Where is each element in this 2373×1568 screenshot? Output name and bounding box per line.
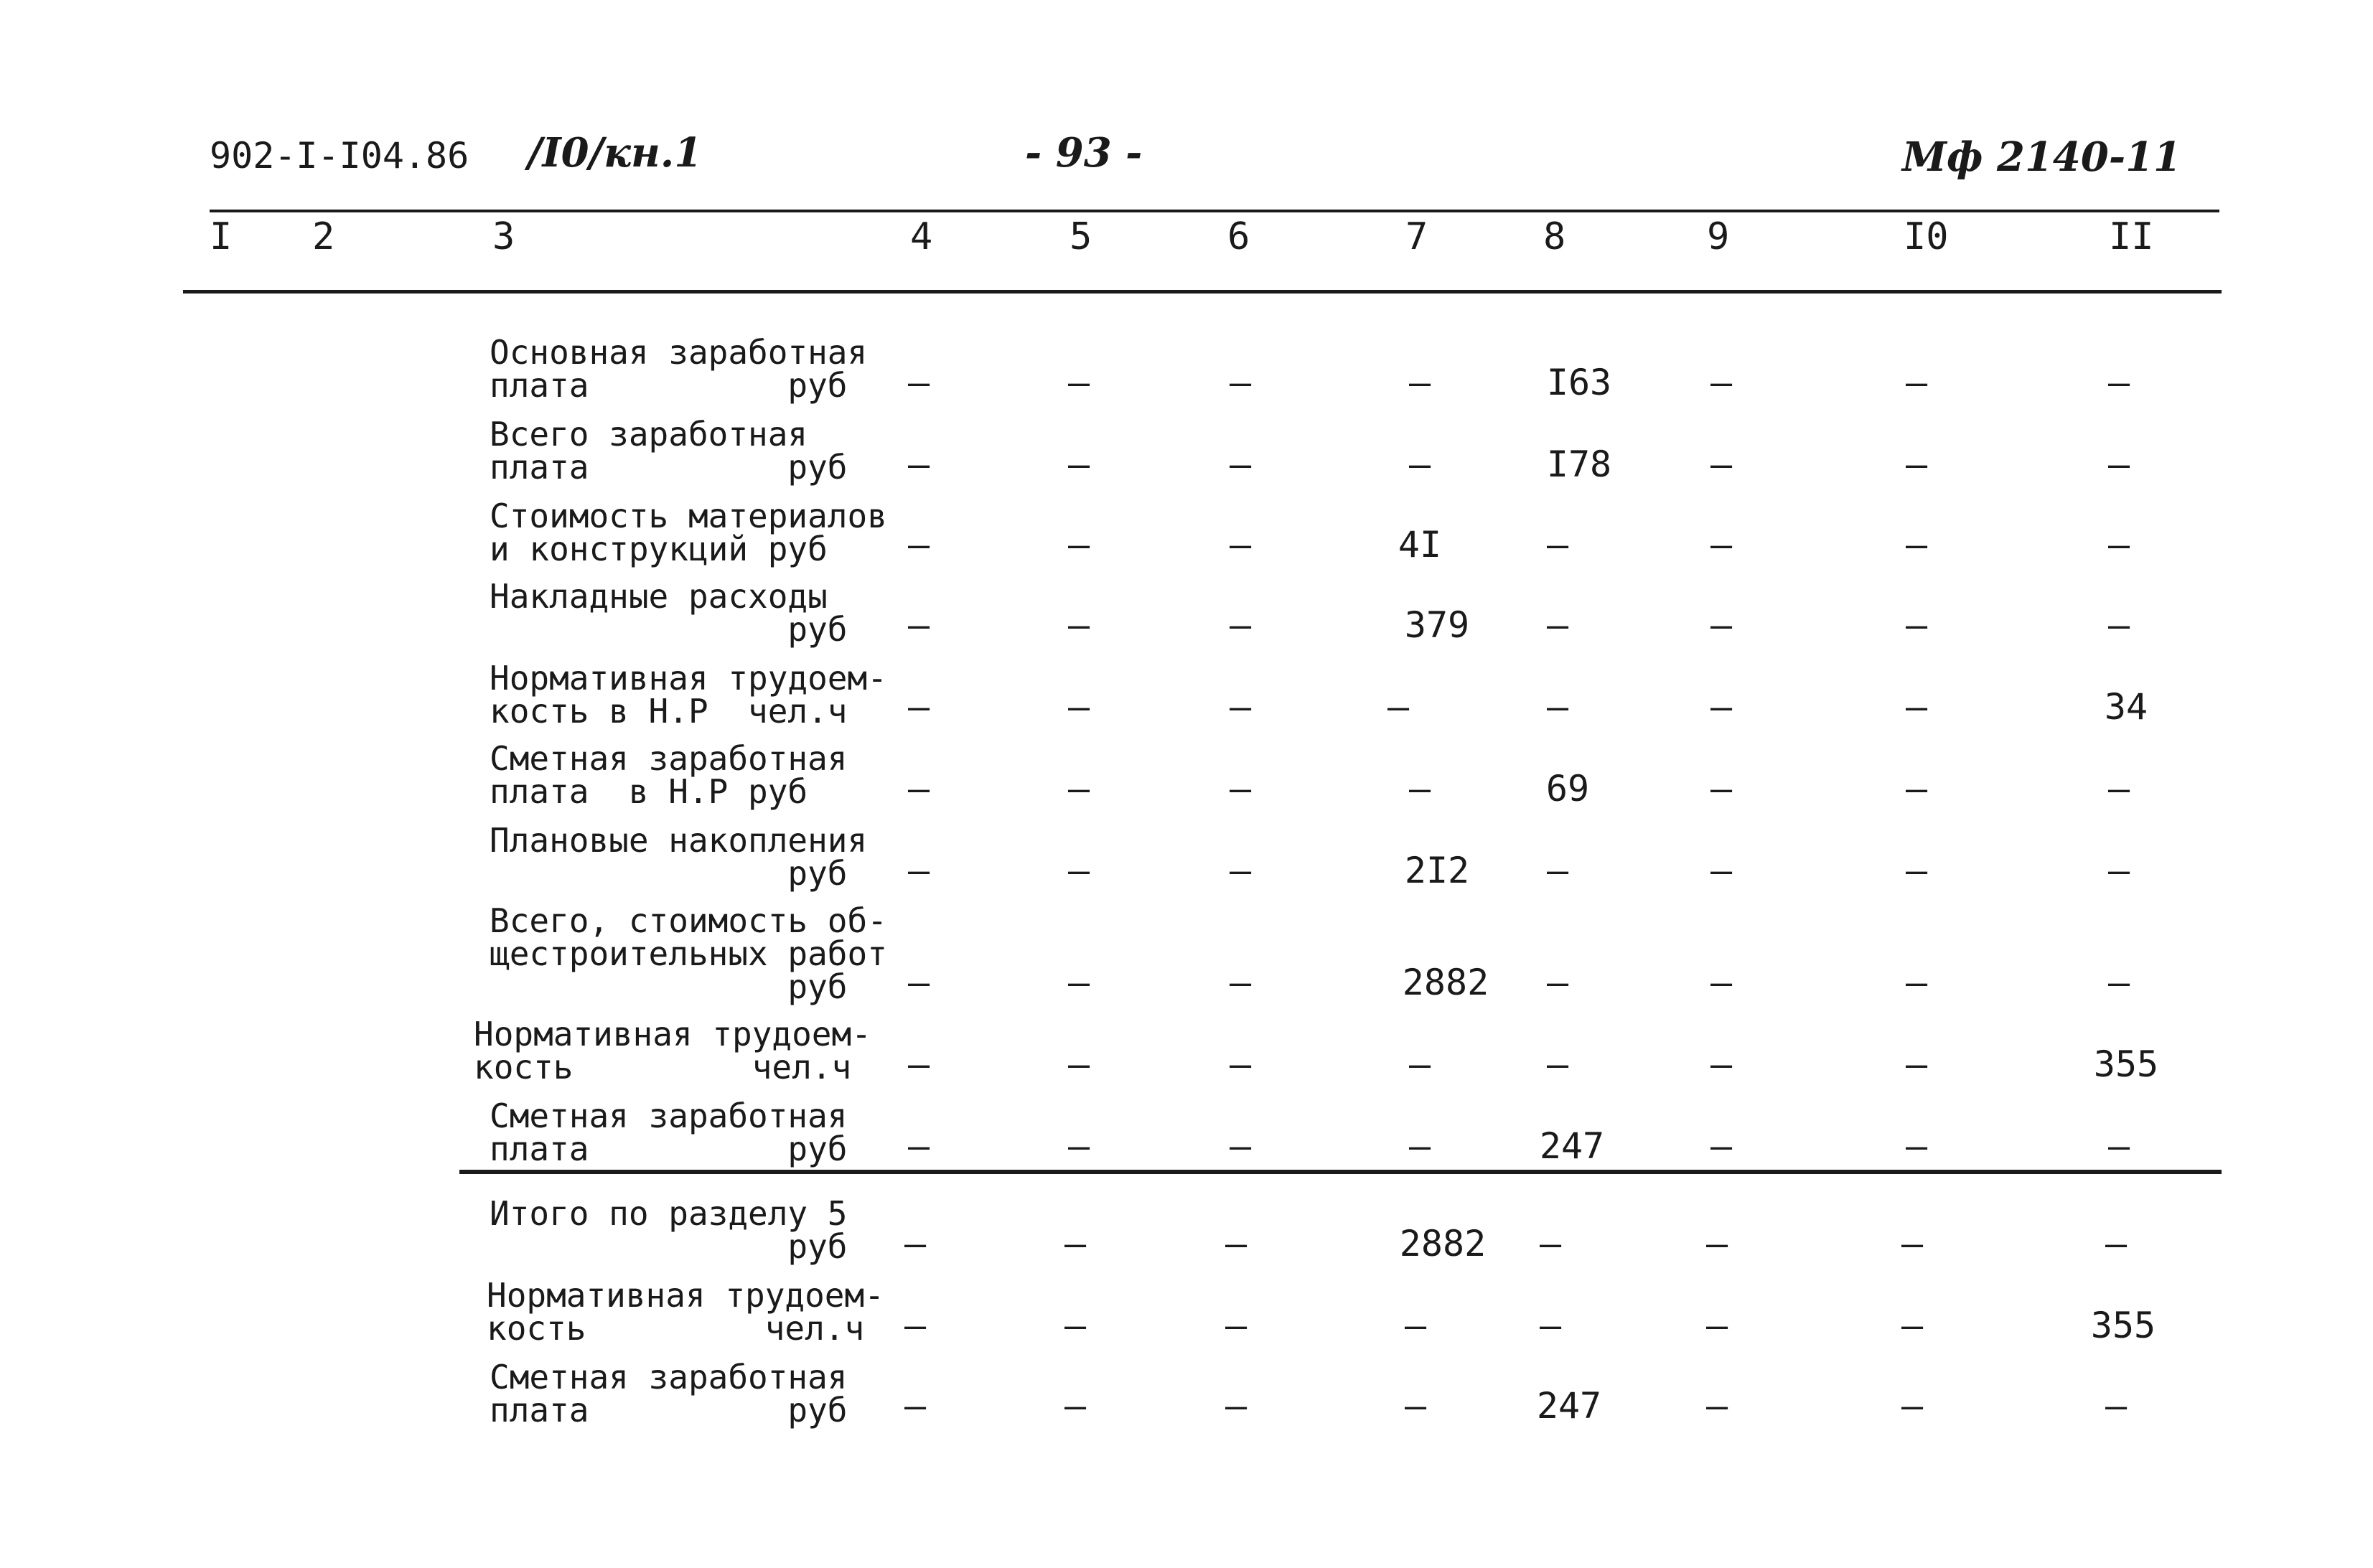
table-cell-col8: I63 [1546, 362, 1612, 403]
table-cell-col8: – [1546, 686, 1569, 728]
table-cell-col4: – [904, 1223, 927, 1264]
table-cell-col11: – [2105, 1223, 2128, 1264]
table-cell-col7: – [1404, 1305, 1427, 1346]
table-cell-col9: – [1705, 1305, 1728, 1346]
table-cell-col7: 2882 [1402, 962, 1489, 1003]
table-cell-col6: – [1225, 1223, 1248, 1264]
table-cell-col10: – [1905, 1043, 1928, 1085]
table-cell-col4: – [907, 768, 930, 809]
table-cell-col7: – [1408, 443, 1431, 485]
table-cell-col5: – [1067, 1125, 1090, 1167]
table-top-rule [210, 210, 2219, 212]
column-header-2: 2 [312, 215, 335, 258]
table-cell-col5: – [1064, 1385, 1087, 1427]
table-cell-col5: – [1067, 768, 1090, 809]
row-description: Плановые накопления руб [490, 821, 868, 893]
table-cell-col6: – [1225, 1385, 1248, 1427]
table-cell-col5: – [1064, 1305, 1087, 1346]
table-cell-col5: – [1064, 1223, 1087, 1264]
row-description: Основная заработная плата руб [490, 333, 868, 405]
table-cell-col9: – [1705, 1223, 1728, 1264]
table-cell-col9: – [1705, 1385, 1728, 1427]
table-cell-col11: 355 [2093, 1043, 2159, 1085]
table-cell-col10: – [1905, 686, 1928, 728]
section-total-rule [459, 1170, 2222, 1174]
table-cell-col5: – [1067, 1043, 1090, 1085]
table-cell-col11: 355 [2090, 1305, 2156, 1346]
column-header-9: 9 [1707, 215, 1730, 258]
table-cell-col8: – [1546, 524, 1569, 565]
table-cell-col5: – [1067, 604, 1090, 646]
table-cell-col11: 34 [2104, 686, 2148, 728]
table-cell-col8: 247 [1536, 1385, 1602, 1427]
row-description: Накладные расходы руб [490, 577, 848, 649]
table-cell-col7: – [1404, 1385, 1427, 1427]
table-cell-col6: – [1229, 686, 1252, 728]
table-cell-col5: – [1067, 686, 1090, 728]
table-cell-col9: – [1710, 1043, 1733, 1085]
document-code: 902-I-I04.86 [210, 135, 469, 177]
table-cell-col8: 69 [1545, 768, 1590, 809]
table-cell-col9: – [1710, 1125, 1733, 1167]
row-description: Всего, стоимость об- щестроительных работ руб [490, 901, 887, 1006]
table-cell-col8: – [1539, 1305, 1562, 1346]
table-cell-col8: – [1546, 604, 1569, 646]
table-cell-col4: – [907, 524, 930, 565]
table-cell-col6: – [1229, 524, 1252, 565]
table-cell-col4: – [907, 686, 930, 728]
table-cell-col5: – [1067, 443, 1090, 485]
column-header-5: 5 [1070, 215, 1092, 258]
table-cell-col4: – [907, 962, 930, 1003]
table-cell-col11: – [2107, 1125, 2130, 1167]
row-description: Нормативная трудоем- кость чел.ч [487, 1276, 884, 1348]
table-cell-col6: – [1229, 604, 1252, 646]
table-cell-col7: – [1408, 768, 1431, 809]
table-cell-col4: – [907, 1043, 930, 1085]
table-cell-col5: – [1067, 524, 1090, 565]
table-cell-col9: – [1710, 524, 1733, 565]
table-cell-col5: – [1067, 850, 1090, 891]
table-cell-col11: – [2107, 768, 2130, 809]
table-cell-col9: – [1710, 850, 1733, 891]
row-description: Нормативная трудоем- кость в Н.Р чел.ч [490, 659, 887, 731]
table-cell-col7: 379 [1404, 604, 1470, 646]
table-cell-col11: – [2107, 962, 2130, 1003]
table-cell-col6: – [1229, 1043, 1252, 1085]
row-description: Сметная заработная плата руб [490, 1358, 848, 1429]
document-mark: Мф 2140-11 [1902, 133, 2182, 181]
table-cell-col9: – [1710, 768, 1733, 809]
table-cell-col10: – [1905, 604, 1928, 646]
table-cell-col10: – [1901, 1385, 1924, 1427]
table-cell-col9: – [1710, 362, 1733, 403]
row-description: Итого по разделу 5 руб [490, 1194, 848, 1266]
table-cell-col6: – [1229, 850, 1252, 891]
table-cell-col10: – [1905, 362, 1928, 403]
table-cell-col10: – [1905, 768, 1928, 809]
column-header-8: 8 [1543, 215, 1566, 258]
table-cell-col4: – [904, 1385, 927, 1427]
table-cell-col7: – [1387, 686, 1410, 728]
table-cell-col6: – [1229, 962, 1252, 1003]
table-cell-col10: – [1905, 524, 1928, 565]
table-cell-col11: – [2107, 604, 2130, 646]
table-cell-col6: – [1229, 1125, 1252, 1167]
table-cell-col7: – [1408, 362, 1431, 403]
table-cell-col7: 4I [1398, 524, 1442, 565]
column-header-11: II [2109, 215, 2154, 258]
table-cell-col8: I78 [1546, 443, 1612, 485]
column-header-6: 6 [1227, 215, 1250, 258]
table-cell-col6: – [1229, 443, 1252, 485]
column-header-3: 3 [492, 215, 515, 258]
table-cell-col5: – [1067, 962, 1090, 1003]
table-cell-col10: – [1905, 850, 1928, 891]
table-cell-col6: – [1229, 362, 1252, 403]
table-cell-col5: – [1067, 362, 1090, 403]
table-cell-col4: – [907, 1125, 930, 1167]
table-cell-col4: – [907, 604, 930, 646]
table-cell-col10: – [1905, 962, 1928, 1003]
row-description: Нормативная трудоем- кость чел.ч [474, 1015, 871, 1086]
table-cell-col10: – [1901, 1223, 1924, 1264]
table-cell-col8: – [1546, 1043, 1569, 1085]
table-cell-col11: – [2107, 850, 2130, 891]
row-description: Сметная заработная плата руб [490, 1097, 848, 1168]
column-header-10: I0 [1904, 215, 1949, 258]
table-cell-col4: – [907, 850, 930, 891]
row-description: Сметная заработная плата в Н.Р руб [490, 739, 848, 811]
table-cell-col11: – [2107, 524, 2130, 565]
column-header-4: 4 [910, 215, 933, 258]
row-description: Стоимость материалов и конструкций руб [490, 497, 887, 568]
table-cell-col8: – [1546, 850, 1569, 891]
table-cell-col6: – [1225, 1305, 1248, 1346]
table-cell-col11: – [2107, 443, 2130, 485]
table-cell-col10: – [1905, 1125, 1928, 1167]
table-cell-col9: – [1710, 443, 1733, 485]
table-cell-col9: – [1710, 604, 1733, 646]
table-cell-col8: 247 [1539, 1125, 1605, 1167]
column-header-bottom-rule [183, 290, 2222, 294]
table-cell-col7: – [1408, 1043, 1431, 1085]
table-cell-col10: – [1901, 1305, 1924, 1346]
volume-part: /I0/кн.1 [528, 129, 703, 177]
column-header-1: I [210, 215, 233, 258]
table-cell-col9: – [1710, 962, 1733, 1003]
table-cell-col10: – [1905, 443, 1928, 485]
page-number: - 93 - [1025, 129, 1143, 177]
table-cell-col4: – [907, 443, 930, 485]
table-cell-col7: 2882 [1399, 1223, 1487, 1264]
table-cell-col4: – [907, 362, 930, 403]
table-cell-col11: – [2107, 362, 2130, 403]
table-cell-col11: – [2105, 1385, 2128, 1427]
table-cell-col8: – [1539, 1223, 1562, 1264]
table-cell-col6: – [1229, 768, 1252, 809]
table-cell-col4: – [904, 1305, 927, 1346]
row-description: Всего заработная плата руб [490, 415, 848, 487]
table-cell-col7: – [1408, 1125, 1431, 1167]
table-cell-col8: – [1546, 962, 1569, 1003]
table-cell-col7: 2I2 [1404, 850, 1470, 891]
column-header-7: 7 [1405, 215, 1428, 258]
table-cell-col9: – [1710, 686, 1733, 728]
